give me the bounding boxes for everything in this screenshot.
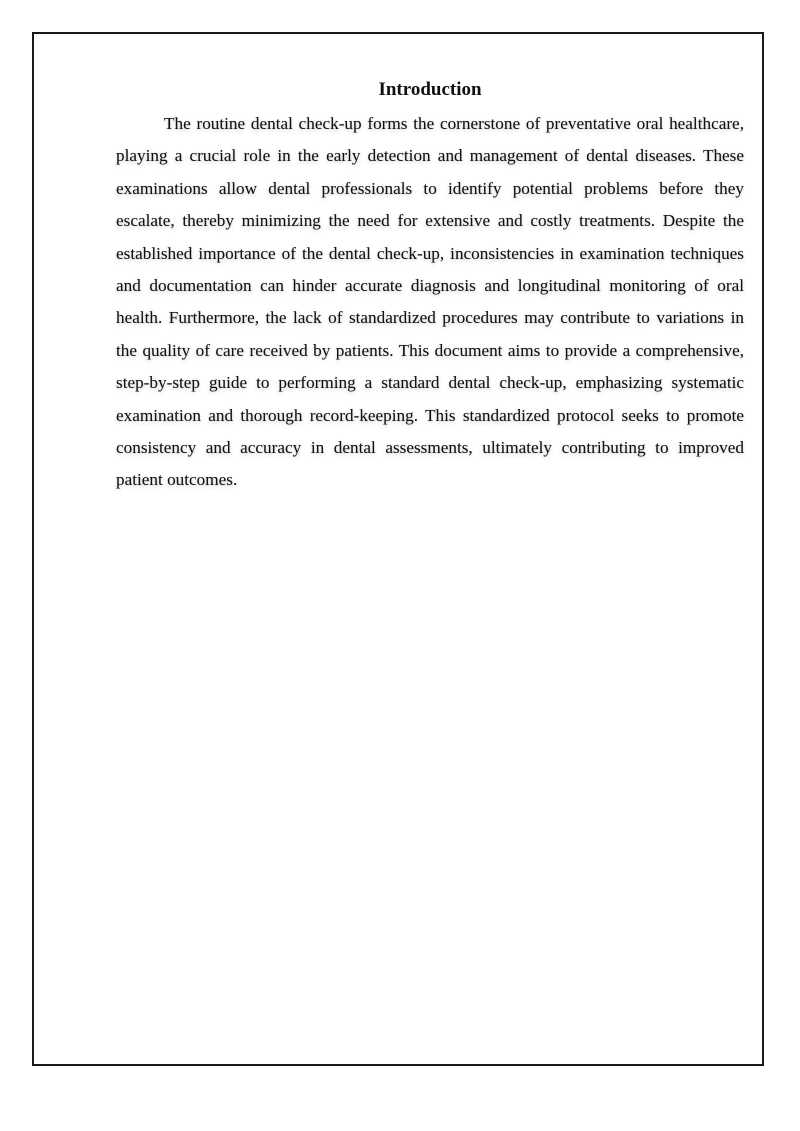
introduction-paragraph: The routine dental check-up forms the cornerstone of preventative oral healthcare, playing a crucial role in the early detection and management of dental diseases. These examinations allow dental professionals to identify potential problems before they escalate, thereby minimizing the need for extensive and costly treatments. Despite the established importance of the dental check-up, inconsistencies in examination techniques and documentation can hinder accurate diagnosis and longitudinal monitoring of oral health. Furthermore, the lack of standardized procedures may contribute to variations in the quality of care received by patients. This document aims to provide a comprehensive, step-by-step guide to performing a standard dental check-up, emphasizing systematic examination and thorough record-keeping. This standardized protocol seeks to promote consistency and accuracy in dental assessments, ultimately contributing to improved patient outcomes. <box>116 114 744 490</box>
section-heading: Introduction <box>378 79 482 100</box>
page-border <box>32 32 764 1066</box>
document-body <box>116 78 744 497</box>
